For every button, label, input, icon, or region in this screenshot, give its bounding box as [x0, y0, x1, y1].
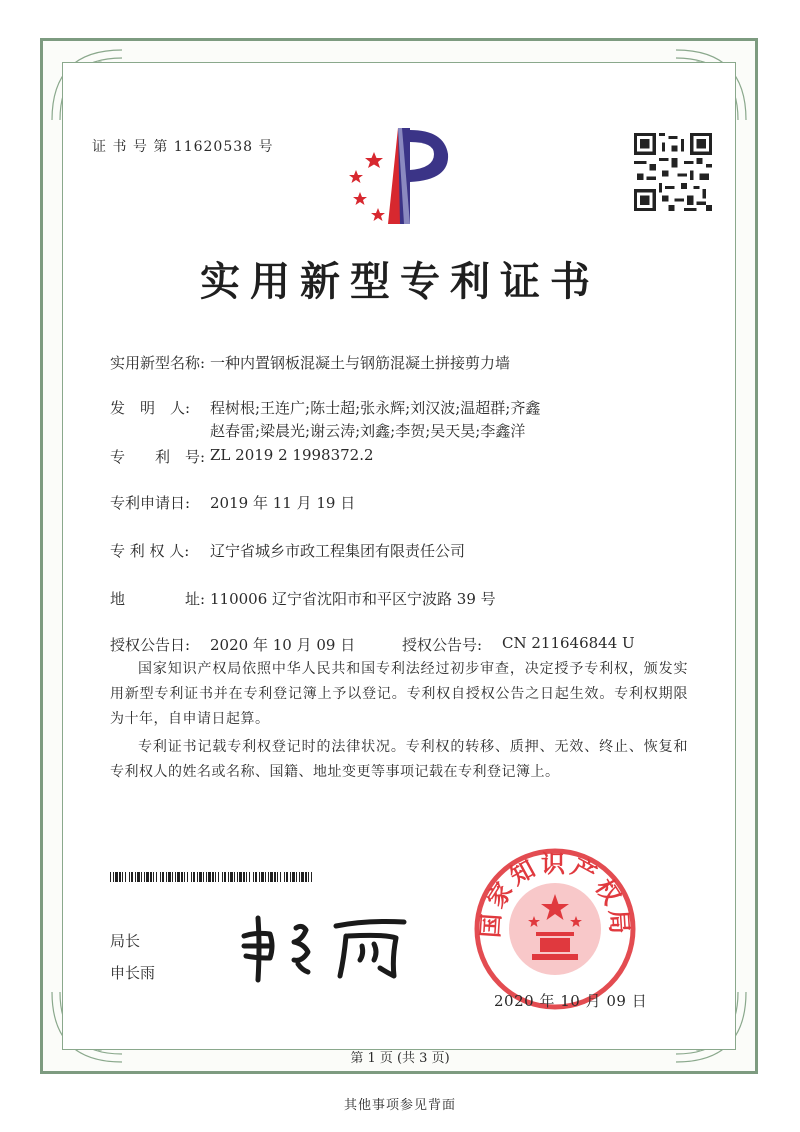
field-label: 发 明 人:: [110, 399, 191, 417]
official-seal-icon: [472, 846, 638, 1012]
seal-date: 2020 年 10 月 09 日: [494, 992, 648, 1010]
director-title: 局长: [110, 932, 141, 950]
field-value: 2019 年 11 月 19 日: [210, 494, 356, 512]
field-value-line-2: 赵春雷;梁晨光;谢云涛;刘鑫;李贺;吴天昊;李鑫洋: [210, 422, 526, 440]
director-name: 申长雨: [110, 964, 156, 982]
field-value: 2020 年 10 月 09 日: [210, 636, 356, 654]
field-label: 地 址:: [110, 590, 206, 608]
body-paragraph-2: 专利证书记载专利权登记时的法律状况。专利权的转移、质押、无效、终止、恢复和专利权人的姓名或名称、国籍、地址变更等事项记载在专利登记簿上。: [110, 739, 688, 780]
field-label: 专 利 号:: [110, 448, 206, 466]
seal-text: 国家知识产权局: [475, 848, 635, 939]
cnipa-logo-icon: [338, 120, 458, 230]
field-value-line-1: 程树根;王连广;陈士超;张永辉;刘汉波;温超群;齐鑫: [210, 399, 541, 417]
qr-code-icon: [634, 133, 712, 211]
field-value: CN 211646844 U: [502, 634, 635, 652]
body-paragraph-1: 国家知识产权局依照中华人民共和国专利法经过初步审查，决定授予专利权，颁发实用新型专利证书并在专利登记簿上予以登记。专利权自授权公告之日起生效。专利权期限为十年，自申请日起算。: [110, 661, 688, 727]
certificate-title: 实用新型专利证书: [200, 258, 600, 305]
field-label: 授权公告日:: [110, 636, 191, 654]
field-value: ZL 2019 2 1998372.2: [210, 446, 374, 464]
footer-note: 其他事项参见背面: [343, 1098, 456, 1113]
page-number: 第 1 页 (共 3 页): [350, 1051, 450, 1066]
field-label: 授权公告号:: [402, 636, 483, 654]
field-label: 专 利 权 人:: [110, 542, 190, 560]
field-value: 110006 辽宁省沈阳市和平区宁波路 39 号: [210, 590, 496, 608]
field-value: 辽宁省城乡市政工程集团有限责任公司: [210, 542, 466, 560]
director-signature-image: [236, 906, 416, 986]
barcode-icon: [110, 872, 315, 882]
field-label: 实用新型名称:: [110, 354, 206, 372]
certificate-number: 证 书 号 第 11620538 号: [92, 139, 274, 155]
field-value: 一种内置钢板混凝土与钢筋混凝土拼接剪力墙: [210, 354, 511, 372]
field-label: 专利申请日:: [110, 494, 191, 512]
